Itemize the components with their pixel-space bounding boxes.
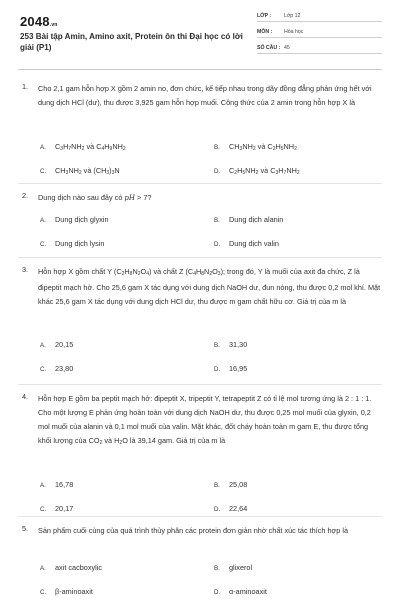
document-title: 253 Bài tập Amin, Amino axit, Protein ôn thi Đại học có lời giải (P1) [20, 32, 243, 52]
meta-grade-value: Lớp 12 [284, 13, 301, 19]
option-text: $CH_3NH_2$ và $C_2H_5NH_2$ [229, 142, 297, 152]
option-c[interactable] [40, 504, 73, 513]
option-letter: A. [40, 144, 46, 151]
option-text: β-aminoaxit [55, 587, 93, 596]
option-d[interactable] [214, 364, 247, 373]
option-text: 20,17 [55, 504, 74, 513]
option-b[interactable] [214, 215, 283, 224]
option-text: $C_2H_5NH_2$ và $C_3H_7NH_2$ [229, 166, 300, 176]
option-a[interactable] [40, 142, 126, 152]
option-letter: C. [40, 506, 47, 513]
option-letter: D. [214, 168, 221, 175]
option-text: 20,15 [55, 340, 74, 349]
question-number: 3. [22, 265, 29, 274]
meta-grade [257, 10, 382, 22]
option-letter: C. [40, 366, 47, 373]
option-letter: B. [214, 565, 220, 572]
option-c[interactable] [40, 587, 93, 596]
question-number: 2. [22, 191, 29, 200]
question-separator [18, 516, 382, 517]
option-text: 31,30 [229, 340, 248, 349]
meta-question-count [257, 42, 382, 54]
option-letter: C. [40, 589, 47, 596]
question-separator [18, 384, 382, 385]
option-text: 16,95 [229, 364, 248, 373]
option-letter: A. [40, 217, 46, 224]
option-text: 23,80 [55, 364, 74, 373]
meta-count-key: SỐ CÂU : [257, 45, 281, 51]
option-b[interactable] [214, 340, 247, 349]
option-b[interactable] [214, 563, 252, 572]
option-text: Dung dịch lysin [55, 239, 105, 248]
meta-grade-key: LỚP : [257, 13, 272, 19]
option-text: Dung dịch glyxin [55, 215, 109, 224]
option-text: glixerol [229, 563, 253, 572]
option-letter: D. [214, 241, 221, 248]
option-text: $C_3H_7NH_2$ và $C_4H_9NH_2$ [55, 142, 126, 152]
option-letter: C. [40, 241, 47, 248]
option-a[interactable] [40, 480, 73, 489]
option-text: 25,08 [229, 480, 248, 489]
option-text: Dung dịch valin [229, 239, 279, 248]
option-letter: C. [40, 168, 47, 175]
option-c[interactable] [40, 364, 73, 373]
option-text: $CH_3NH_2$ và $(CH_3)_3N$ [55, 166, 120, 176]
question-separator [18, 183, 382, 184]
option-text: α-aminoaxit [229, 587, 267, 596]
meta-subject [257, 26, 382, 38]
option-letter: A. [40, 342, 46, 349]
meta-subject-key: MÔN : [257, 29, 273, 35]
option-d[interactable] [214, 587, 267, 596]
question-number: 5. [22, 524, 29, 533]
option-letter: B. [214, 482, 220, 489]
option-text: 22,64 [229, 504, 248, 513]
option-a[interactable] [40, 215, 109, 224]
option-a[interactable] [40, 563, 102, 572]
option-b[interactable] [214, 480, 247, 489]
option-b[interactable] [214, 142, 297, 152]
option-text: axit cacboxylic [55, 563, 103, 572]
question-text: Hỗn hợp X gồm chất Y $(C_2H_8N_2O_4)$ và chất Z $(C_4H_8N_2O_3)$; trong đó, Y là muối của axit đa chức, Z là đipeptit mạch hở. Cho 25,6 gam X tác dụng với dung dịch NaOH dư, đun nóng, thu được 0,2 mol khí. Mặt khác 25,6 gam X tác dụng với dung dịch HCl dư, thu được m gam chất hữu cơ. Giá trị của m là [38, 267, 381, 306]
option-letter: D. [214, 366, 221, 373]
option-letter: B. [214, 217, 220, 224]
option-a[interactable] [40, 340, 73, 349]
logo-suffix: .vn [49, 22, 58, 28]
option-d[interactable] [214, 239, 279, 248]
option-letter: A. [40, 565, 46, 572]
site-logo[interactable] [20, 14, 58, 29]
option-d[interactable] [214, 504, 247, 513]
meta-count-value: 45 [284, 45, 290, 51]
question-text: Dung dịch nào sau đây có pH > 7? [38, 193, 152, 202]
header-divider [18, 69, 382, 70]
meta-subject-value: Hóa học [284, 29, 304, 35]
document-header [0, 0, 400, 76]
option-c[interactable] [40, 166, 120, 176]
question-text: Hỗn hợp E gồm ba peptit mạch hở: đipeptit X, tripeptit Y, tetrapeptit Z có tỉ lệ mol tương ứng là 2 : 1 : 1. Cho một lượng E phản ứng hoàn toàn với dung dịch NaOH dư, thu được 0,25 mol muối của glyxin, 0,2 mol muối của alanin và 0,1 mol muối của valin. Mặt khác, đốt cháy hoàn toàn m gam E, thu được tổng khối lượng của $CO_2$ và $H_2O$ là 39,14 gam. Giá trị của m là [38, 394, 372, 446]
logo-text: 2048 [20, 14, 50, 29]
option-text: Dung dịch alanin [229, 215, 284, 224]
option-text: 16,78 [55, 480, 74, 489]
question-number: 4. [22, 392, 29, 401]
option-letter: B. [214, 342, 220, 349]
question-text: Cho 2,1 gam hỗn hợp X gồm 2 amin no, đơn chức, kế tiếp nhau trong dãy đồng đẳng phản ứng hết với dung dịch HCl (dư), thu được 3,925 gam hỗn hợp muối. Công thức của 2 amin trong hỗn hợp X là [38, 84, 372, 107]
option-letter: D. [214, 589, 221, 596]
option-d[interactable] [214, 166, 300, 176]
option-letter: B. [214, 144, 220, 151]
question-number: 1. [22, 82, 29, 91]
option-c[interactable] [40, 239, 104, 248]
option-letter: D. [214, 506, 221, 513]
question-text: Sản phẩm cuối cùng của quá trình thủy phân các protein đơn giản nhờ chất xúc tác thích hợp là [38, 526, 349, 535]
option-letter: A. [40, 482, 46, 489]
question-separator [18, 257, 382, 258]
